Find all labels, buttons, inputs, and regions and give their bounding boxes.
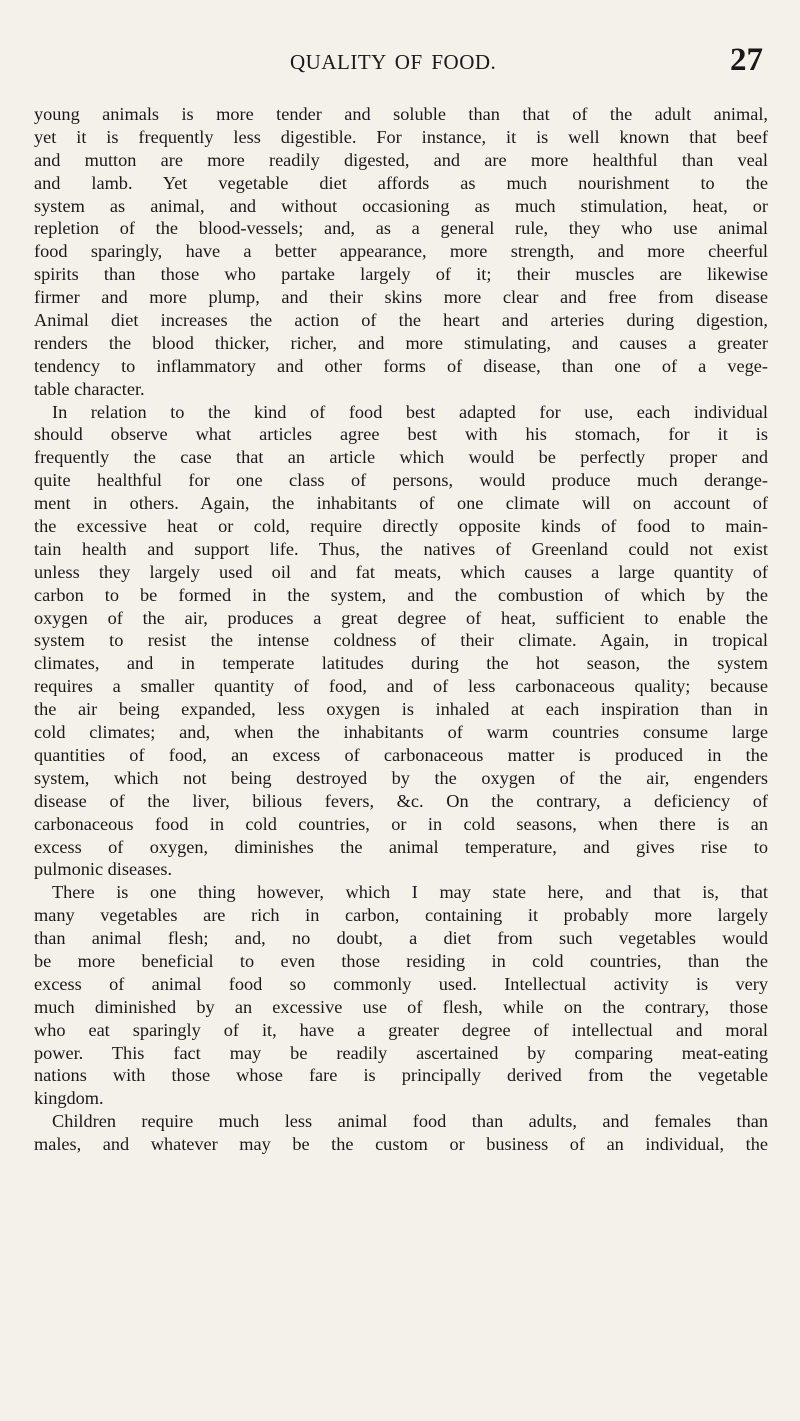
text-line: climates, and in temperate latitudes during the hot season, the system (34, 653, 768, 674)
text-line: excess of oxygen, diminishes the animal temperature, and gives rise to (34, 836, 768, 857)
text-line: There is one thing however, which I may state here, and that is, that (52, 882, 768, 903)
text-line: the excessive heat or cold, require directly opposite kinds of food to main- (34, 516, 768, 537)
text-line: cold climates; and, when the inhabitants of warm countries consume large (34, 722, 768, 743)
text-line: and lamb. Yet vegetable diet affords as much nourishment to the (34, 172, 768, 193)
text-line: yet it is frequently less digestible. For instance, it is well known that beef (34, 126, 768, 147)
text-line: should observe what articles agree best with his stomach, for it is (34, 424, 768, 445)
text-line: unless they largely used oil and fat meats, which causes a large quantity of (34, 561, 768, 582)
text-line: renders the blood thicker, richer, and more stimulating, and causes a greater (34, 332, 768, 353)
text-line: many vegetables are rich in carbon, containing it probably more largely (34, 905, 768, 926)
text-line: be more beneficial to even those residing in cold countries, than the (34, 950, 768, 971)
text-line: system as animal, and without occasioning as much stimulation, heat, or (34, 195, 768, 216)
text-line: system, which not being destroyed by the oxygen of the air, engenders (34, 767, 768, 788)
text-line: kingdom. (34, 1088, 104, 1109)
running-head: QUALITY OF FOOD. (290, 50, 497, 74)
text-line: Animal diet increases the action of the heart and arteries during digestion, (34, 310, 768, 331)
text-line: frequently the case that an article which would be perfectly proper and (34, 447, 768, 468)
text-line: spirits than those who partake largely of it; their muscles are likewise (34, 264, 768, 285)
page-header (0, 42, 800, 82)
text-line: tain health and support life. Thus, the natives of Greenland could not exist (34, 538, 768, 559)
text-line: In relation to the kind of food best adapted for use, each individual (52, 401, 768, 422)
text-line: requires a smaller quantity of food, and of less carbonaceous quality; because (34, 676, 768, 697)
text-line: ment in others. Again, the inhabitants of one climate will on account of (34, 493, 768, 514)
text-line: pulmonic diseases. (34, 859, 173, 880)
text-line: tendency to inflammatory and other forms of disease, than one of a vege- (34, 355, 768, 376)
body-text (34, 103, 768, 1156)
text-line: much diminished by an excessive use of flesh, while on the contrary, those (34, 996, 768, 1017)
text-line: and mutton are more readily digested, and are more healthful than veal (34, 149, 768, 170)
text-line: carbon to be formed in the system, and the combustion of which by the (34, 584, 768, 605)
text-line: excess of animal food so commonly used. Intellectual activity is very (34, 973, 768, 994)
text-line: oxygen of the air, produces a great degree of heat, sufficient to enable the (34, 607, 768, 628)
text-line: disease of the liver, bilious fevers, &c. On the contrary, a deficiency of (34, 790, 768, 811)
page-number: 27 (730, 42, 763, 78)
text-line: the air being expanded, less oxygen is inhaled at each inspiration than in (34, 699, 768, 720)
text-line: young animals is more tender and soluble than that of the adult animal, (34, 104, 768, 124)
text-line: quite healthful for one class of persons, would produce much derange- (34, 470, 768, 491)
text-line: power. This fact may be readily ascertained by comparing meat-eating (34, 1042, 768, 1063)
text-line: carbonaceous food in cold countries, or in cold seasons, when there is an (34, 813, 768, 834)
text-line: quantities of food, an excess of carbonaceous matter is produced in the (34, 744, 768, 765)
text-line: repletion of the blood-vessels; and, as a general rule, they who use animal (34, 218, 768, 239)
text-line: who eat sparingly of it, have a greater degree of intellectual and moral (34, 1019, 768, 1040)
text-line: males, and whatever may be the custom or business of an individual, the (34, 1134, 768, 1155)
text-line: nations with those whose fare is principally derived from the vegetable (34, 1065, 768, 1086)
text-line: Children require much less animal food than adults, and females than (52, 1111, 768, 1132)
text-line: than animal flesh; and, no doubt, a diet from such vegetables would (34, 928, 768, 949)
text-line: firmer and more plump, and their skins more clear and free from disease (34, 287, 768, 308)
text-line: food sparingly, have a better appearance, more strength, and more cheerful (34, 241, 768, 262)
text-line: system to resist the intense coldness of their climate. Again, in tropical (34, 630, 768, 651)
text-line: table character. (34, 378, 145, 399)
